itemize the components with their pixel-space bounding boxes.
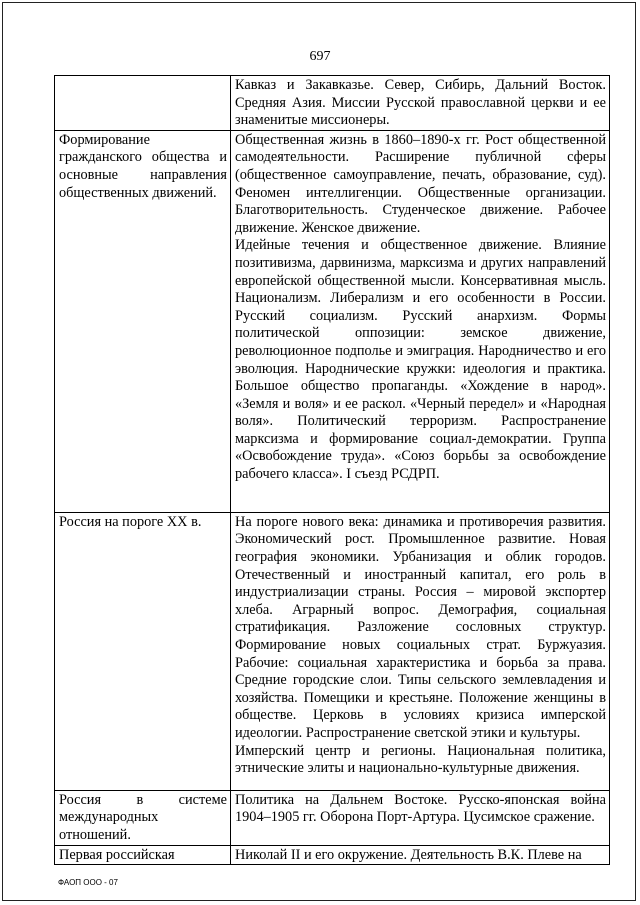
content-paragraph: Николай II и его окружение. Деятельность В.К. Плеве на — [235, 846, 582, 863]
content-cell — [231, 512, 610, 790]
content-paragraph: Общественная жизнь в 1860–1890-х гг. Рост общественной самодеятельности. Расширение публичной сферы (общественное самоуправление, печать, образование, суд). Феномен интеллигенции. Общественные организации. Благотворительность. Студенческое движение. Рабочее движение. Женское движение. — [235, 131, 606, 236]
content-cell — [231, 845, 610, 865]
topic-cell: Россия на пороге XX в. — [55, 512, 231, 790]
content-paragraph: Имперский центр и регионы. Национальная политика, этнические элиты и национально-культурные движения. — [235, 742, 606, 777]
table-row — [55, 130, 610, 512]
table-row — [55, 512, 610, 790]
syllabus-table — [54, 75, 610, 865]
content-paragraph: На пороге нового века: динамика и противоречия развития. Экономический рост. Промышленное развитие. Новая география экономики. Урбанизация и облик городов. Отечественный и иностранный капитал, его роль в индустриализации страны. Россия – мировой экспортер хлеба. Аграрный вопрос. Демография, социальная стратификация. Разложение сословных структур. Формирование новых социальных страт. Буржуазия. Рабочие: социальная характеристика и борьба за права. Средние городские слои. Типы сельского землевладения и хозяйства. Помещики и крестьяне. Положение женщины в обществе. Церковь в условиях кризиса имперской идеологии. Распространение светской этики и культуры. — [235, 513, 606, 741]
content-cell — [231, 76, 610, 131]
topic-cell: Формирование гражданского общества и основные направления общественных движений. — [55, 130, 231, 512]
table-row — [55, 790, 610, 845]
content-paragraph: Идейные течения и общественное движение. Влияние позитивизма, дарвинизма, марксизма и других направлений европейской общественной мысли. Консервативная мысль. Национализм. Либерализм и его особенности в России. Русский социализм. Русский анархизм. Формы политической оппозиции: земское движение, революционное подполье и эмиграция. Народничество и его эволюция. Народнические кружки: идеология и практика. Большое общество пропаганды. «Хождение в народ». «Земля и воля» и ее раскол. «Черный передел» и «Народная воля». Политический терроризм. Распространение марксизма и формирование социал-демократии. Группа «Освобождение труда». «Союз борьбы за освобождение рабочего класса». I съезд РСДРП. — [235, 237, 606, 483]
table-row — [55, 845, 610, 865]
content-paragraph: Кавказ и Закавказье. Север, Сибирь, Дальний Восток. Средняя Азия. Миссии Русской православной церкви и ее знаменитые миссионеры. — [235, 77, 606, 129]
footer-code: ФАОП ООО - 07 — [58, 878, 118, 887]
content-cell — [231, 790, 610, 845]
topic-cell — [55, 76, 231, 131]
content-cell — [231, 130, 610, 512]
content-paragraph: Политика на Дальнем Востоке. Русско-японская война 1904–1905 гг. Оборона Порт-Артура. Цусимское сражение. — [235, 791, 606, 826]
page-number: 697 — [309, 49, 331, 64]
table-row — [55, 76, 610, 131]
topic-cell: Россия в системе международных отношений. — [55, 790, 231, 845]
topic-cell: Первая российская — [55, 845, 231, 865]
